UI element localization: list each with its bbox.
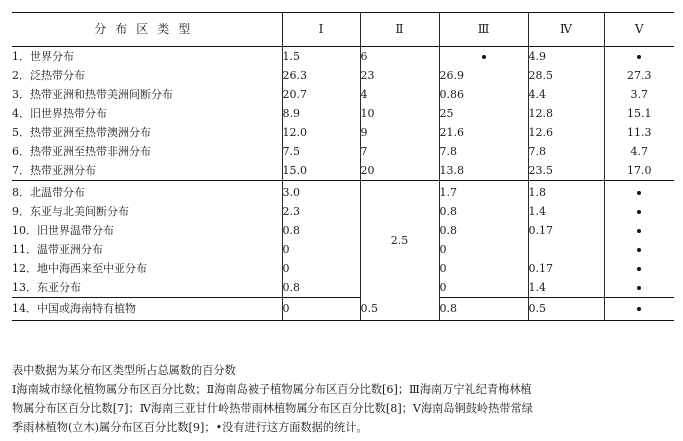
table-cell: 0 [282, 240, 360, 259]
table-cell: 7.8 [528, 142, 604, 161]
table-cell [528, 240, 604, 259]
note-line-2: Ⅰ海南城市绿化植物属分布区百分比数；Ⅱ海南岛被子植物属分布区百分比数[6]；Ⅲ海南万宁礼纪青梅林植 [12, 383, 532, 396]
table-cell: 12.6 [528, 123, 604, 142]
table-cell: 23 [360, 66, 439, 85]
table-notes [12, 361, 674, 437]
table-cell: 0.5 [360, 298, 439, 321]
column-header-type: 分布区类型 [12, 13, 282, 47]
table-cell: 15.0 [282, 161, 360, 181]
table-cell: 0.8 [282, 221, 360, 240]
table-cell: 13.8 [439, 161, 528, 181]
column-header-3: Ⅲ [439, 13, 528, 47]
table-cell: 11.3 [604, 123, 674, 142]
table-cell: 12.8 [528, 104, 604, 123]
table-cell: 27.3 [604, 66, 674, 85]
no-data-dot-icon [604, 298, 674, 321]
no-data-dot-icon [604, 240, 674, 259]
no-data-dot-icon [604, 47, 674, 67]
table-row [12, 202, 674, 221]
row-label: 13．东亚分布 [12, 278, 282, 298]
table-cell: 12.0 [282, 123, 360, 142]
table-cell: 20 [360, 161, 439, 181]
no-data-dot-icon [604, 202, 674, 221]
table-cell: 7.8 [439, 142, 528, 161]
table-cell: 0.86 [439, 85, 528, 104]
table-row [12, 278, 674, 298]
table-row [12, 240, 674, 259]
column-header-5: Ⅴ [604, 13, 674, 47]
note-line-1: 表中数据为某分布区类型所占总属数的百分数 [12, 364, 236, 377]
row-label: 1．世界分布 [12, 50, 74, 63]
row-label: 2．泛热带分布 [12, 69, 85, 82]
row-label: 6．热带亚洲至热带非洲分布 [12, 145, 151, 158]
no-data-dot-icon [604, 181, 674, 203]
no-data-dot-icon [439, 47, 528, 67]
table-cell: 0 [439, 240, 528, 259]
table-cell: 4.4 [528, 85, 604, 104]
table-row [12, 161, 674, 181]
no-data-dot-icon [604, 221, 674, 240]
table-cell: 0 [282, 298, 360, 321]
table-cell: 23.5 [528, 161, 604, 181]
row-label: 4．旧世界热带分布 [12, 107, 107, 120]
row-label: 3．热带亚洲和热带美洲间断分布 [12, 88, 173, 101]
table-cell: 9 [360, 123, 439, 142]
table-cell: 0.8 [439, 202, 528, 221]
table-cell: 20.7 [282, 85, 360, 104]
table-row [12, 104, 674, 123]
table-row [12, 298, 674, 321]
table-cell: 7 [360, 142, 439, 161]
table-cell: 4.9 [528, 47, 604, 67]
table-header-row [12, 13, 674, 47]
table-cell: 0 [439, 259, 528, 278]
row-label: 11．温带亚洲分布 [12, 243, 103, 256]
table-row [12, 47, 674, 67]
table-cell: 0.17 [528, 221, 604, 240]
table-cell: 26.9 [439, 66, 528, 85]
column-header-1: Ⅰ [282, 13, 360, 47]
distribution-table [12, 12, 674, 321]
merged-cell-col2: 2.5 [360, 181, 439, 298]
table-cell: 17.0 [604, 161, 674, 181]
table-cell: 10 [360, 104, 439, 123]
table-row [12, 142, 674, 161]
table-cell: 3.7 [604, 85, 674, 104]
row-label: 12．地中海西来至中亚分布 [12, 262, 147, 275]
table-cell: 0.17 [528, 259, 604, 278]
table-row [12, 85, 674, 104]
table-cell: 1.7 [439, 181, 528, 203]
table-cell: 0.8 [282, 278, 360, 298]
table-cell: 15.1 [604, 104, 674, 123]
table-cell: 1.5 [282, 47, 360, 67]
table-row [12, 66, 674, 85]
no-data-dot-icon [604, 259, 674, 278]
table-cell: 4 [360, 85, 439, 104]
table-cell: 1.4 [528, 278, 604, 298]
row-label: 9．东亚与北美间断分布 [12, 205, 129, 218]
table-cell: 1.4 [528, 202, 604, 221]
table-cell: 0.8 [439, 298, 528, 321]
table-cell: 2.3 [282, 202, 360, 221]
table-cell: 4.7 [604, 142, 674, 161]
column-header-2: Ⅱ [360, 13, 439, 47]
table-cell: 0 [439, 278, 528, 298]
table-row [12, 123, 674, 142]
table-row [12, 221, 674, 240]
table-cell: 26.3 [282, 66, 360, 85]
table-cell: 0.8 [439, 221, 528, 240]
column-header-4: Ⅳ [528, 13, 604, 47]
table-cell: 21.6 [439, 123, 528, 142]
table-row [12, 181, 674, 203]
row-label: 7．热带亚洲分布 [12, 161, 282, 181]
row-label: 14．中国或海南特有植物 [12, 298, 282, 321]
table-cell: 7.5 [282, 142, 360, 161]
row-label: 5．热带亚洲至热带澳洲分布 [12, 126, 151, 139]
table-cell: 28.5 [528, 66, 604, 85]
note-line-3: 物属分布区百分比数[7]；Ⅳ海南三亚甘什岭热带雨林植物属分布区百分比数[8]；Ⅴ海南岛铜鼓岭热带常绿 [12, 402, 533, 415]
row-label: 10．旧世界温带分布 [12, 224, 114, 237]
no-data-dot-icon [604, 278, 674, 298]
table-cell: 25 [439, 104, 528, 123]
table-row [12, 259, 674, 278]
table-cell: 0 [282, 259, 360, 278]
table-cell: 1.8 [528, 181, 604, 203]
table-cell: 3.0 [282, 181, 360, 203]
table-cell: 8.9 [282, 104, 360, 123]
row-label: 8．北温带分布 [12, 186, 85, 199]
table-cell: 6 [360, 47, 439, 67]
note-line-4: 季雨林植物(立木)属分布区百分比数[9]；•没有进行这方面数据的统计。 [12, 421, 368, 434]
table-cell: 0.5 [528, 298, 604, 321]
